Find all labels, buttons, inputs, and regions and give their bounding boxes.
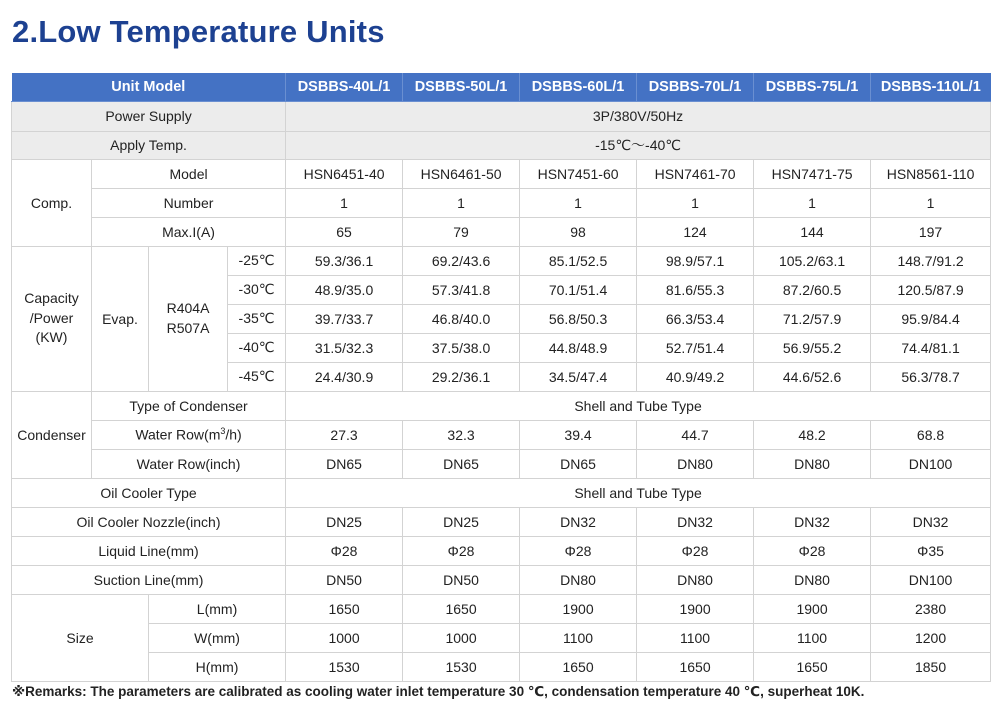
condenser-water-flow-row bbox=[12, 420, 991, 449]
water-pipe-label: Water Row(inch) bbox=[92, 449, 286, 478]
power-supply-row bbox=[12, 101, 991, 131]
table-cell: 37.5/38.0 bbox=[403, 333, 520, 362]
table-cell: DN80 bbox=[754, 449, 871, 478]
size-width-row bbox=[12, 623, 991, 652]
table-cell: DN65 bbox=[520, 449, 637, 478]
table-cell: 144 bbox=[754, 217, 871, 246]
table-cell: 1 bbox=[520, 188, 637, 217]
table-cell: HSN7451-60 bbox=[520, 159, 637, 188]
table-cell: Φ35 bbox=[871, 536, 991, 565]
table-cell: 1100 bbox=[637, 623, 754, 652]
table-cell: 1900 bbox=[637, 594, 754, 623]
table-cell: 66.3/53.4 bbox=[637, 304, 754, 333]
table-cell: HSN6451-40 bbox=[286, 159, 403, 188]
table-cell: 148.7/91.2 bbox=[871, 246, 991, 275]
refrigerant-label: R404A R507A bbox=[149, 246, 228, 391]
table-cell: DN100 bbox=[871, 565, 991, 594]
table-cell: 1 bbox=[403, 188, 520, 217]
oil-cooler-type-row bbox=[12, 478, 991, 507]
remarks-note: ※Remarks: The parameters are calibrated as cooling water inlet temperature 30 ℃, condensation temperature 40 ℃, superheat 10K. bbox=[12, 684, 865, 699]
evap-temp-label: -45℃ bbox=[228, 362, 286, 391]
model-header: DSBBS-75L/1 bbox=[754, 73, 871, 101]
comp-max-current-row bbox=[12, 217, 991, 246]
table-cell: 1 bbox=[754, 188, 871, 217]
table-cell: 71.2/57.9 bbox=[754, 304, 871, 333]
comp-number-row bbox=[12, 188, 991, 217]
table-cell: 31.5/32.3 bbox=[286, 333, 403, 362]
table-cell: 59.3/36.1 bbox=[286, 246, 403, 275]
table-cell: DN25 bbox=[286, 507, 403, 536]
page-title: 2.Low Temperature Units bbox=[12, 14, 385, 49]
table-cell: 1900 bbox=[520, 594, 637, 623]
water-flow-label: Water $Row(m^3/h)$ bbox=[92, 420, 286, 449]
table-cell: 32.3 bbox=[403, 420, 520, 449]
model-header: DSBBS-60L/1 bbox=[520, 73, 637, 101]
liquid-line-label: Liquid Line(mm) bbox=[12, 536, 286, 565]
condenser-type-row bbox=[12, 391, 991, 420]
table-cell: 95.9/84.4 bbox=[871, 304, 991, 333]
table-cell: 70.1/51.4 bbox=[520, 275, 637, 304]
size-row-label: W(mm) bbox=[149, 623, 286, 652]
table-cell: DN32 bbox=[754, 507, 871, 536]
table-cell: Φ28 bbox=[637, 536, 754, 565]
table-cell: DN50 bbox=[403, 565, 520, 594]
oil-cooler-nozzle-row bbox=[12, 507, 991, 536]
table-cell: 1650 bbox=[754, 652, 871, 681]
evap-temp-label: -35℃ bbox=[228, 304, 286, 333]
capacity-label: Capacity /Power (KW) bbox=[12, 246, 92, 391]
size-row-label: H(mm) bbox=[149, 652, 286, 681]
oil-cooler-nozzle-label: Oil Cooler Nozzle(inch) bbox=[12, 507, 286, 536]
table-cell: 81.6/55.3 bbox=[637, 275, 754, 304]
size-length-row bbox=[12, 594, 991, 623]
spec-table bbox=[11, 73, 991, 682]
table-cell: DN65 bbox=[286, 449, 403, 478]
table-cell: 69.2/43.6 bbox=[403, 246, 520, 275]
unit-model-header: Unit Model bbox=[12, 73, 286, 101]
table-cell: 29.2/36.1 bbox=[403, 362, 520, 391]
table-cell: 1900 bbox=[754, 594, 871, 623]
table-cell: 1100 bbox=[520, 623, 637, 652]
table-cell: 1650 bbox=[403, 594, 520, 623]
size-row-label: L(mm) bbox=[149, 594, 286, 623]
table-cell: 1 bbox=[637, 188, 754, 217]
table-cell: DN32 bbox=[520, 507, 637, 536]
comp-row-label: Number bbox=[92, 188, 286, 217]
liquid-line-row bbox=[12, 536, 991, 565]
condenser-label: Condenser bbox=[12, 391, 92, 478]
table-cell: 27.3 bbox=[286, 420, 403, 449]
table-cell: 44.8/48.9 bbox=[520, 333, 637, 362]
table-cell: DN32 bbox=[637, 507, 754, 536]
table-cell: 87.2/60.5 bbox=[754, 275, 871, 304]
table-cell: DN50 bbox=[286, 565, 403, 594]
table-cell: 79 bbox=[403, 217, 520, 246]
capacity-row bbox=[12, 246, 991, 275]
table-cell: 1650 bbox=[286, 594, 403, 623]
table-cell: DN80 bbox=[637, 449, 754, 478]
table-cell: HSN7461-70 bbox=[637, 159, 754, 188]
evap-temp-label: -40℃ bbox=[228, 333, 286, 362]
table-cell: 39.4 bbox=[520, 420, 637, 449]
apply-temp-value: -15℃～-40℃ bbox=[286, 131, 991, 159]
table-cell: 197 bbox=[871, 217, 991, 246]
table-cell: DN32 bbox=[871, 507, 991, 536]
table-cell: 1000 bbox=[403, 623, 520, 652]
table-cell: DN100 bbox=[871, 449, 991, 478]
table-cell: 1650 bbox=[520, 652, 637, 681]
table-cell: 56.9/55.2 bbox=[754, 333, 871, 362]
table-cell: 65 bbox=[286, 217, 403, 246]
condenser-water-pipe-row bbox=[12, 449, 991, 478]
size-height-row bbox=[12, 652, 991, 681]
model-header: DSBBS-70L/1 bbox=[637, 73, 754, 101]
table-cell: 120.5/87.9 bbox=[871, 275, 991, 304]
table-cell: 48.9/35.0 bbox=[286, 275, 403, 304]
table-cell: 57.3/41.8 bbox=[403, 275, 520, 304]
suction-line-row bbox=[12, 565, 991, 594]
table-cell: DN80 bbox=[637, 565, 754, 594]
header-row bbox=[12, 73, 991, 101]
table-cell: 1100 bbox=[754, 623, 871, 652]
evap-temp-label: -30℃ bbox=[228, 275, 286, 304]
table-cell: 1530 bbox=[286, 652, 403, 681]
model-header: DSBBS-110L/1 bbox=[871, 73, 991, 101]
table-cell: 1850 bbox=[871, 652, 991, 681]
table-cell: DN65 bbox=[403, 449, 520, 478]
table-cell: 85.1/52.5 bbox=[520, 246, 637, 275]
evap-temp-label: -25℃ bbox=[228, 246, 286, 275]
apply-temp-label: Apply Temp. bbox=[12, 131, 286, 159]
oil-cooler-type-label: Oil Cooler Type bbox=[12, 478, 286, 507]
model-header: DSBBS-50L/1 bbox=[403, 73, 520, 101]
table-cell: Φ28 bbox=[754, 536, 871, 565]
table-cell: 98 bbox=[520, 217, 637, 246]
comp-model-row bbox=[12, 159, 991, 188]
table-cell: 1 bbox=[871, 188, 991, 217]
table-cell: DN80 bbox=[754, 565, 871, 594]
evap-label: Evap. bbox=[92, 246, 149, 391]
table-cell: 40.9/49.2 bbox=[637, 362, 754, 391]
table-cell: 39.7/33.7 bbox=[286, 304, 403, 333]
power-supply-value: 3P/380V/50Hz bbox=[286, 101, 991, 131]
table-cell: HSN8561-110 bbox=[871, 159, 991, 188]
table-cell: HSN6461-50 bbox=[403, 159, 520, 188]
table-cell: 44.7 bbox=[637, 420, 754, 449]
table-cell: 68.8 bbox=[871, 420, 991, 449]
table-cell: 1530 bbox=[403, 652, 520, 681]
table-cell: 74.4/81.1 bbox=[871, 333, 991, 362]
comp-label: Comp. bbox=[12, 159, 92, 246]
table-cell: DN25 bbox=[403, 507, 520, 536]
table-cell: 1650 bbox=[637, 652, 754, 681]
power-supply-label: Power Supply bbox=[12, 101, 286, 131]
table-cell: 1000 bbox=[286, 623, 403, 652]
table-cell: 2380 bbox=[871, 594, 991, 623]
table-cell: 105.2/63.1 bbox=[754, 246, 871, 275]
table-cell: 56.3/78.7 bbox=[871, 362, 991, 391]
table-cell: 124 bbox=[637, 217, 754, 246]
table-cell: Φ28 bbox=[403, 536, 520, 565]
table-cell: 1 bbox=[286, 188, 403, 217]
table-cell: 48.2 bbox=[754, 420, 871, 449]
condenser-type-label: Type of Condenser bbox=[92, 391, 286, 420]
comp-row-label: Model bbox=[92, 159, 286, 188]
model-header: DSBBS-40L/1 bbox=[286, 73, 403, 101]
table-cell: 44.6/52.6 bbox=[754, 362, 871, 391]
table-cell: 98.9/57.1 bbox=[637, 246, 754, 275]
table-cell: HSN7471-75 bbox=[754, 159, 871, 188]
table-cell: 46.8/40.0 bbox=[403, 304, 520, 333]
comp-row-label: Max.I(A) bbox=[92, 217, 286, 246]
table-cell: 1200 bbox=[871, 623, 991, 652]
table-cell: 24.4/30.9 bbox=[286, 362, 403, 391]
condenser-type-value: Shell and Tube Type bbox=[286, 391, 991, 420]
table-cell: 52.7/51.4 bbox=[637, 333, 754, 362]
suction-line-label: Suction Line(mm) bbox=[12, 565, 286, 594]
size-label: Size bbox=[12, 594, 149, 681]
table-cell: 56.8/50.3 bbox=[520, 304, 637, 333]
table-cell: Φ28 bbox=[520, 536, 637, 565]
table-cell: Φ28 bbox=[286, 536, 403, 565]
oil-cooler-type-value: Shell and Tube Type bbox=[286, 478, 991, 507]
table-cell: 34.5/47.4 bbox=[520, 362, 637, 391]
table-cell: DN80 bbox=[520, 565, 637, 594]
apply-temp-row bbox=[12, 131, 991, 159]
